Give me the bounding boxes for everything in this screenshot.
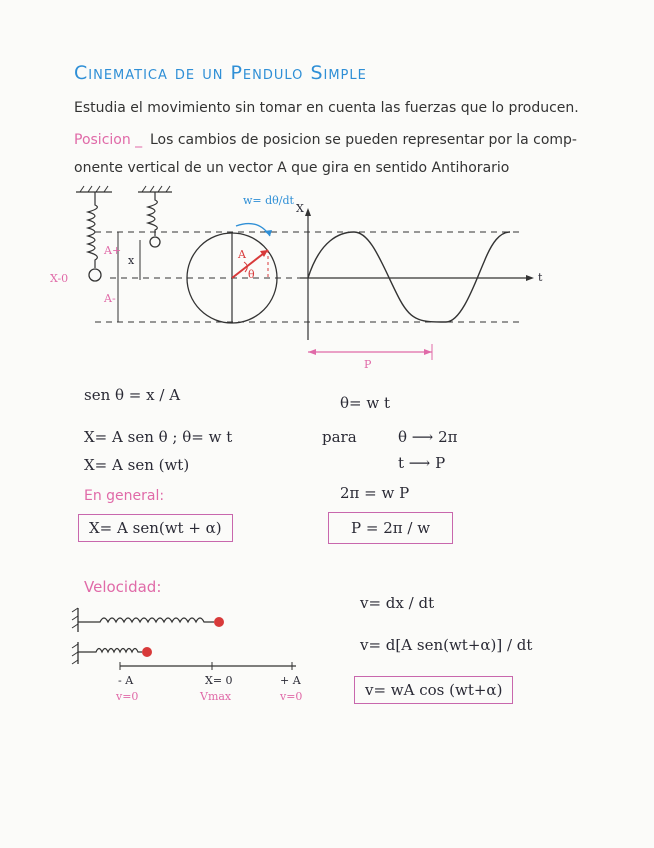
posicion-label: Posicion _	[74, 132, 143, 148]
x-label: x	[128, 254, 135, 267]
velocidad-label: Velocidad:	[84, 578, 162, 596]
a-plus-label: A+	[104, 244, 122, 257]
a-minus-label: A-	[104, 292, 116, 305]
x-eq-1: X= A sen θ ; θ= w t	[84, 428, 233, 446]
v-def-eq: v= dx / dt	[360, 594, 435, 612]
plus-a-label: + A	[280, 674, 301, 687]
posicion-text-1: Los cambios de posicion se pueden representar por la comp-	[150, 132, 577, 148]
x-zero-label: X= 0	[205, 674, 233, 687]
period-label: P	[364, 358, 372, 371]
intro-text: Estudia el movimiento sin tomar en cuenta las fuerzas que lo producen.	[74, 100, 579, 116]
map-t: t ⟶ P	[398, 454, 446, 472]
vmax-label: Vmax	[200, 690, 232, 703]
page-title: Cinematica de un Pendulo Simple	[74, 62, 367, 84]
omega-label: w= dθ/dt	[243, 194, 294, 207]
map-theta: θ ⟶ 2π	[398, 428, 458, 446]
x0-label: X-0	[50, 272, 69, 285]
general-label: En general:	[84, 488, 165, 504]
x-axis-label: X	[296, 202, 304, 215]
v-deriv-eq: v= d[A sen(wt+α)] / dt	[360, 636, 533, 654]
vector-a-label: A	[238, 248, 246, 261]
general-equation-box: X= A sen(wt + α)	[78, 514, 233, 542]
period-equation-box: P = 2π / w	[328, 512, 453, 544]
t-axis-label: t	[538, 271, 543, 284]
para-label: para	[322, 428, 357, 446]
v-zero-right: v=0	[280, 690, 303, 703]
theta-wt-eq: θ= w t	[340, 394, 391, 412]
v-zero-left: v=0	[116, 690, 139, 703]
minus-a-label: - A	[118, 674, 134, 687]
theta-label: θ	[248, 268, 255, 281]
two-pi-eq: 2π = w P	[340, 484, 410, 502]
velocity-equation-box: v= wA cos (wt+α)	[354, 676, 513, 704]
sen-theta-eq: sen θ = x / A	[84, 386, 181, 404]
posicion-text-2: onente vertical de un vector A que gira en sentido Antihorario	[74, 160, 510, 176]
x-eq-2: X= A sen (wt)	[84, 456, 190, 474]
